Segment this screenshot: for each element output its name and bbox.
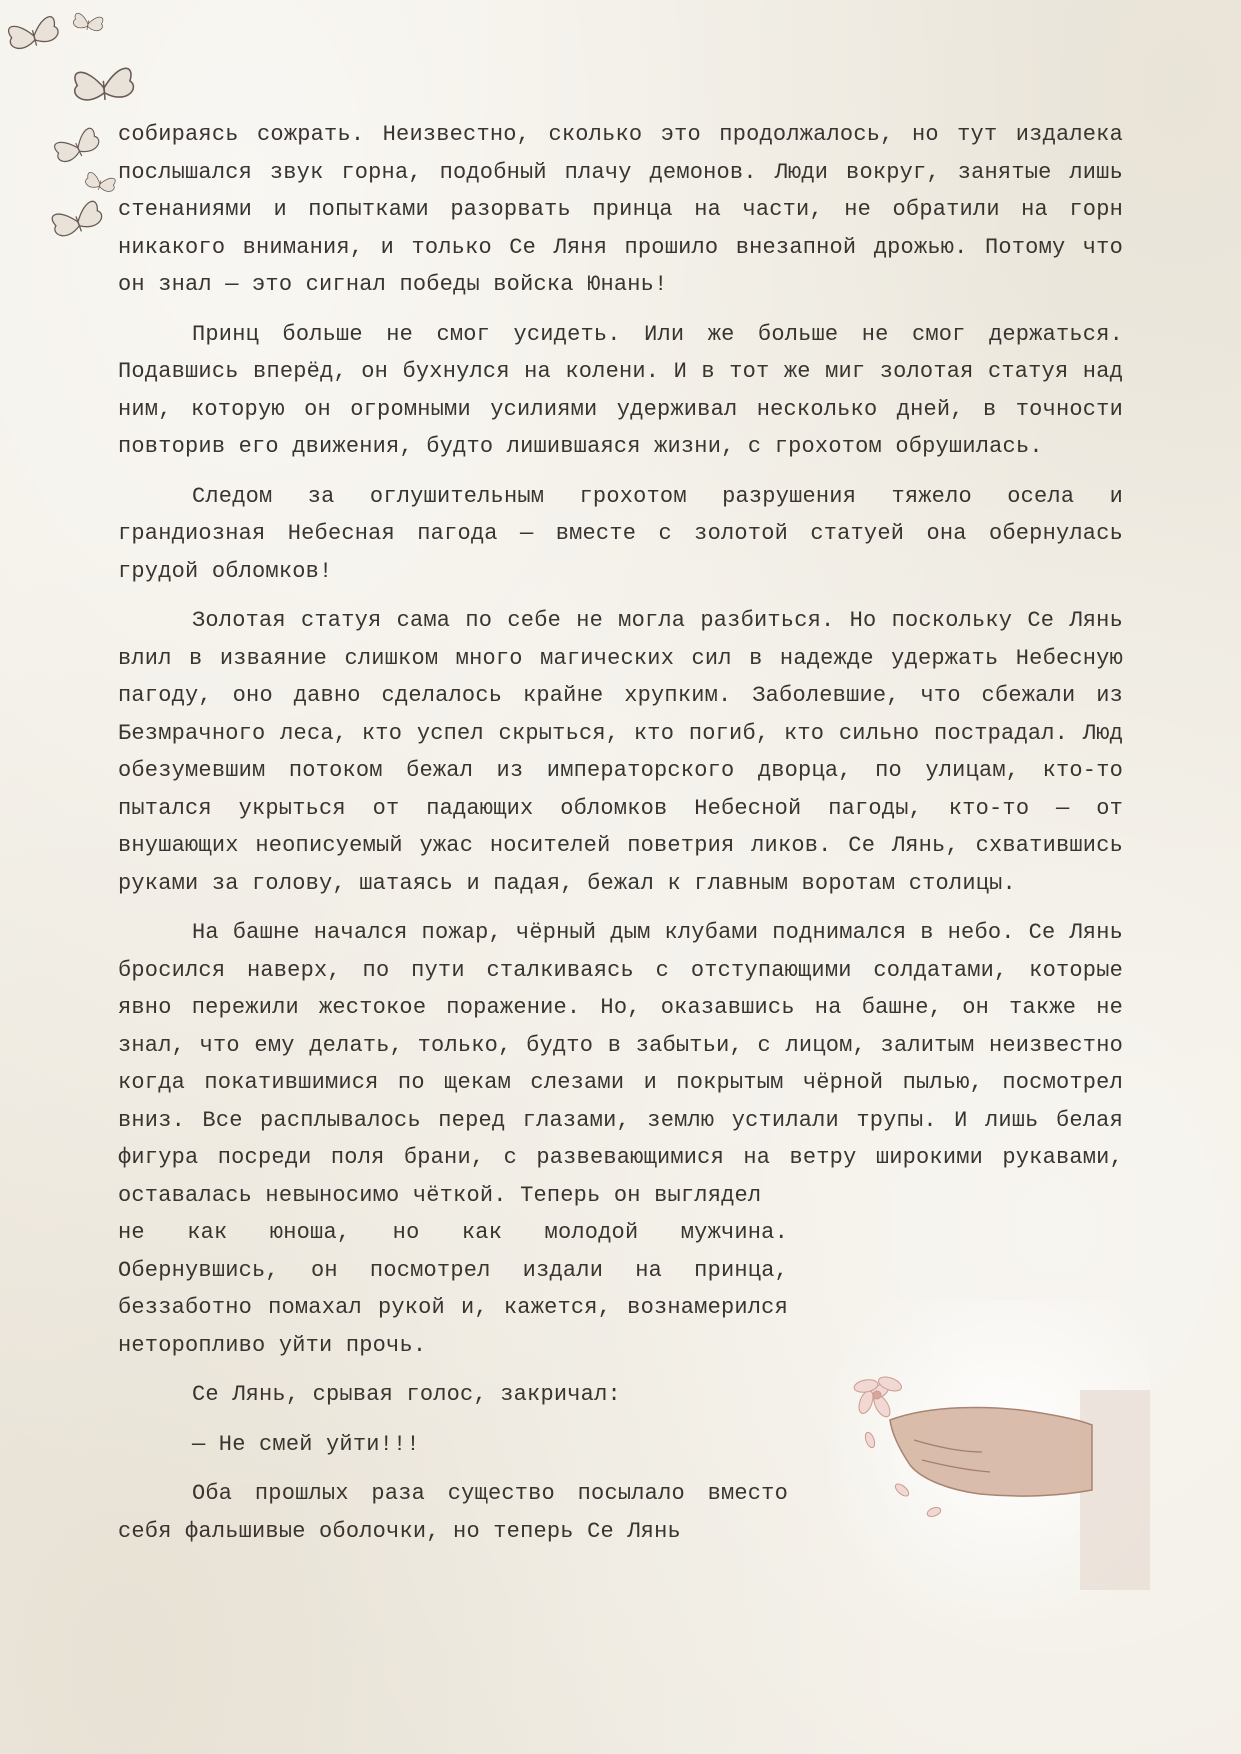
butterfly-icon xyxy=(72,13,104,33)
paragraph: На башне начался пожар, чёрный дым клубами поднимался в небо. Се Лянь бросился наверх, по пути сталкиваясь с отступающими солдатами, которые явно пережили жестокое поражение. Но, оказавшись на башне, он также не знал, что ему делать, только, будто в забытьи, с лицом, залитым неизвестно когда покатившимися по щекам слезами и покрытым чёрной пылью, посмотрел вниз. Все расплывалось перед глазами, землю устилали трупы. И лишь белая фигура посреди поля брани, с развевающимися на ветру широкими рукавами, оставалась невыносимо чёткой. Теперь он выглядел xyxy=(118,920,1123,1208)
paragraph: собираясь сожрать. Неизвестно, сколько это продолжалось, но тут издалека послышался звук горна, подобный плачу демонов. Люди вокруг, занятые лишь стенаниями и попытками разорвать принца на части, не обратили на горн никакого внимания, и только Се Ляня прошило внезапной дрожью. Потому что он знал — это сигнал победы войска Юнань! xyxy=(118,122,1123,297)
paragraph: Оба прошлых раза существо посылало вместо себя фальшивые оболочки, но теперь Се Лянь xyxy=(118,1481,788,1544)
chapter-body xyxy=(118,116,1123,1562)
butterfly-icon xyxy=(52,127,101,166)
paragraph: Принц больше не смог усидеть. Или же больше не смог держаться. Подавшись вперёд, он бухнулся на колени. И в тот же миг золотая статуя над ним, которую он огромными усилиями удерживал несколько дней, в точности повторив его движения, будто лишившаяся жизни, с грохотом обрушилась. xyxy=(118,321,1123,459)
butterfly-icon xyxy=(73,68,134,103)
butterfly-icon xyxy=(6,15,60,52)
paragraph: Се Лянь, срывая голос, закричал: xyxy=(192,1382,621,1407)
butterfly-icon xyxy=(50,200,105,240)
butterfly-icon xyxy=(84,172,116,194)
paragraph: Золотая статуя сама по себе не могла разбиться. Но поскольку Се Лянь влил в изваяние слишком много магических сил в надежде удержать Небесную пагоду, оно давно сделалось крайне хрупким. Заболевшие, что сбежали из Безмрачного леса, кто успел скрыться, кто погиб, кто сильно пострадал. Люд обезумевшим потоком бежал из императорского дворца, по улицам, кто-то пытался укрыться от падающих обломков Небесной пагоды, кто-то — от внушающих неописуемый ужас носителей поветрия ликов. Се Лянь, схватившись руками за голову, шатаясь и падая, бежал к главным воротам столицы. xyxy=(118,608,1123,896)
paragraph-continuation: не как юноша, но как молодой мужчина. Обернувшись, он посмотрел издали на принца, беззаботно помахал рукой и, кажется, вознамерился неторопливо уйти прочь. xyxy=(118,1220,788,1358)
paragraph: Следом за оглушительным грохотом разрушения тяжело осела и грандиозная Небесная пагода — вместе с золотой статуей она обернулась грудой обломков! xyxy=(118,483,1123,584)
dialogue-line: — Не смей уйти!!! xyxy=(192,1431,420,1457)
